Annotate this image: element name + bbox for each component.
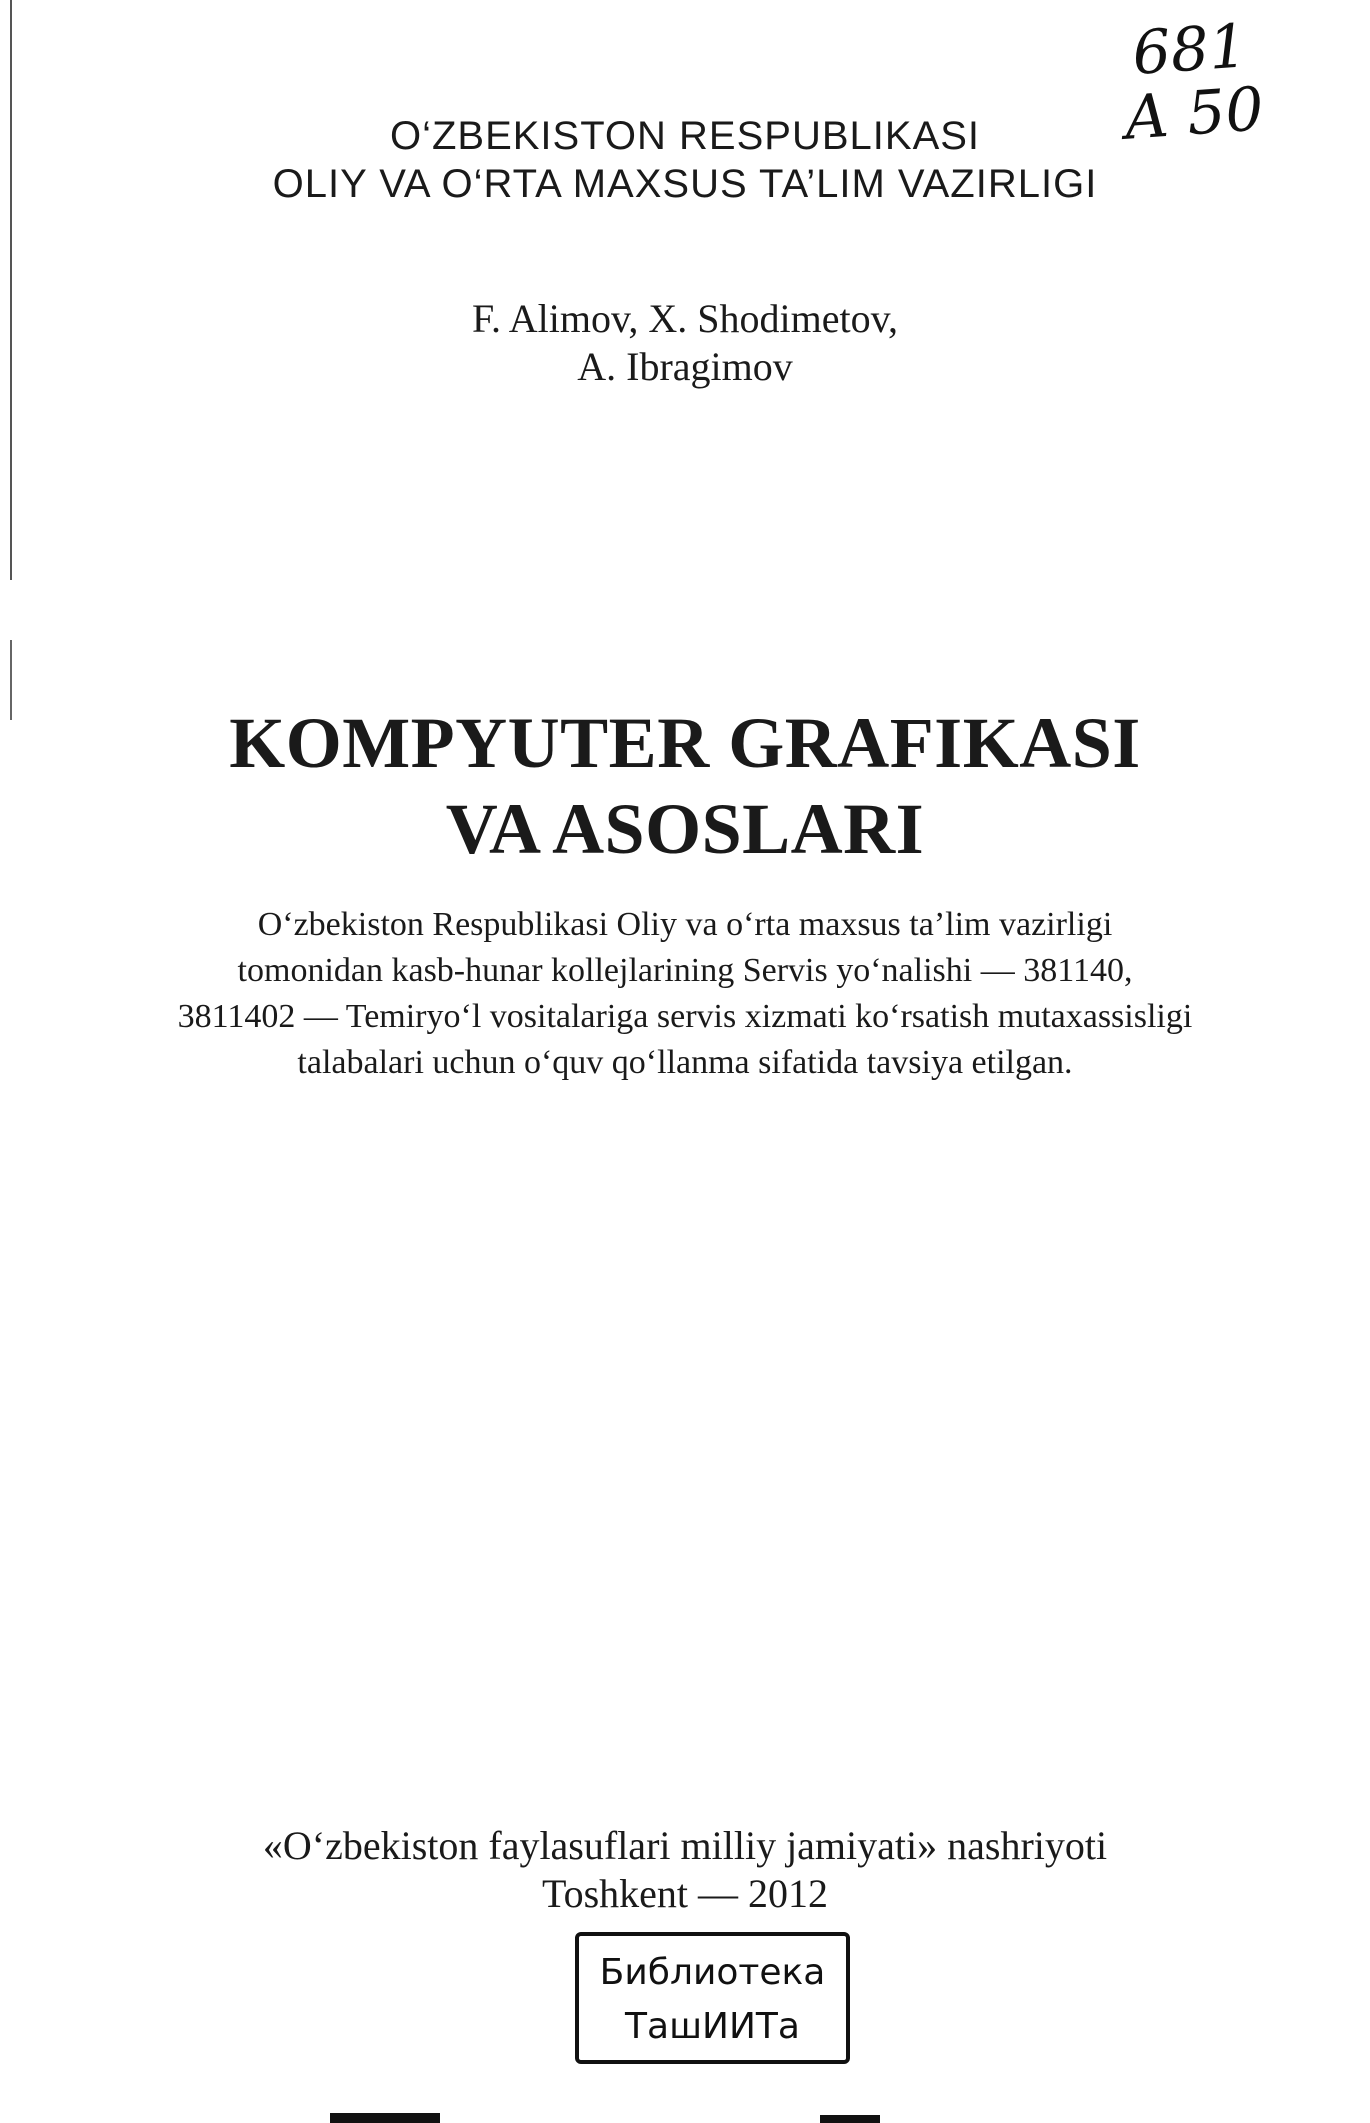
publication-place-year: Toshkent — 2012 <box>541 1871 829 1916</box>
handwritten-line-1: 681 <box>1130 11 1250 89</box>
publisher-name: «O‘zbekiston faylasuflari milliy jamiyati» nashriyoti <box>262 1823 1108 1868</box>
title-line-2: VA ASOSLARI <box>445 789 925 869</box>
authors <box>0 295 1370 391</box>
title-line-1: KOMPYUTER GRAFIKASI <box>229 703 1141 783</box>
book-title <box>0 700 1370 872</box>
stamp-line-2: ТашИИТа <box>625 2006 800 2047</box>
description-line-4: talabalari uchun o‘quv qo‘llanma sifatida tavsiya etilgan. <box>297 1044 1073 1081</box>
description-line-1: O‘zbekiston Respublikasi Oliy va o‘rta maxsus ta’lim vazirligi <box>257 906 1113 943</box>
description-line-3: 3811402 — Temiryo‘l vositalariga servis xizmati ko‘rsatish mutaxassisligi <box>177 998 1193 1035</box>
library-stamp <box>575 1932 850 2064</box>
scan-edge-left <box>10 0 12 580</box>
publisher-info <box>0 1822 1370 1918</box>
stamp-line-1: Библиотека <box>599 1952 826 1993</box>
handwritten-line-2: A 50 <box>1122 74 1266 154</box>
approval-description <box>0 902 1370 1086</box>
cut-off-text-mark-right <box>820 2115 880 2123</box>
ministry-line-1: O‘ZBEKISTON RESPUBLIKASI <box>389 114 981 158</box>
authors-line-1: F. Alimov, X. Shodimetov, <box>471 296 899 341</box>
ministry-line-2: OLIY VA O‘RTA MAXSUS TA’LIM VAZIRLIGI <box>272 162 1098 206</box>
cut-off-text-mark <box>330 2113 440 2123</box>
authors-line-2: A. Ibragimov <box>577 344 793 389</box>
handwritten-catalog-code <box>1088 11 1296 153</box>
description-line-2: tomonidan kasb-hunar kollejlarining Servis yo‘nalishi — 381140, <box>237 952 1133 989</box>
